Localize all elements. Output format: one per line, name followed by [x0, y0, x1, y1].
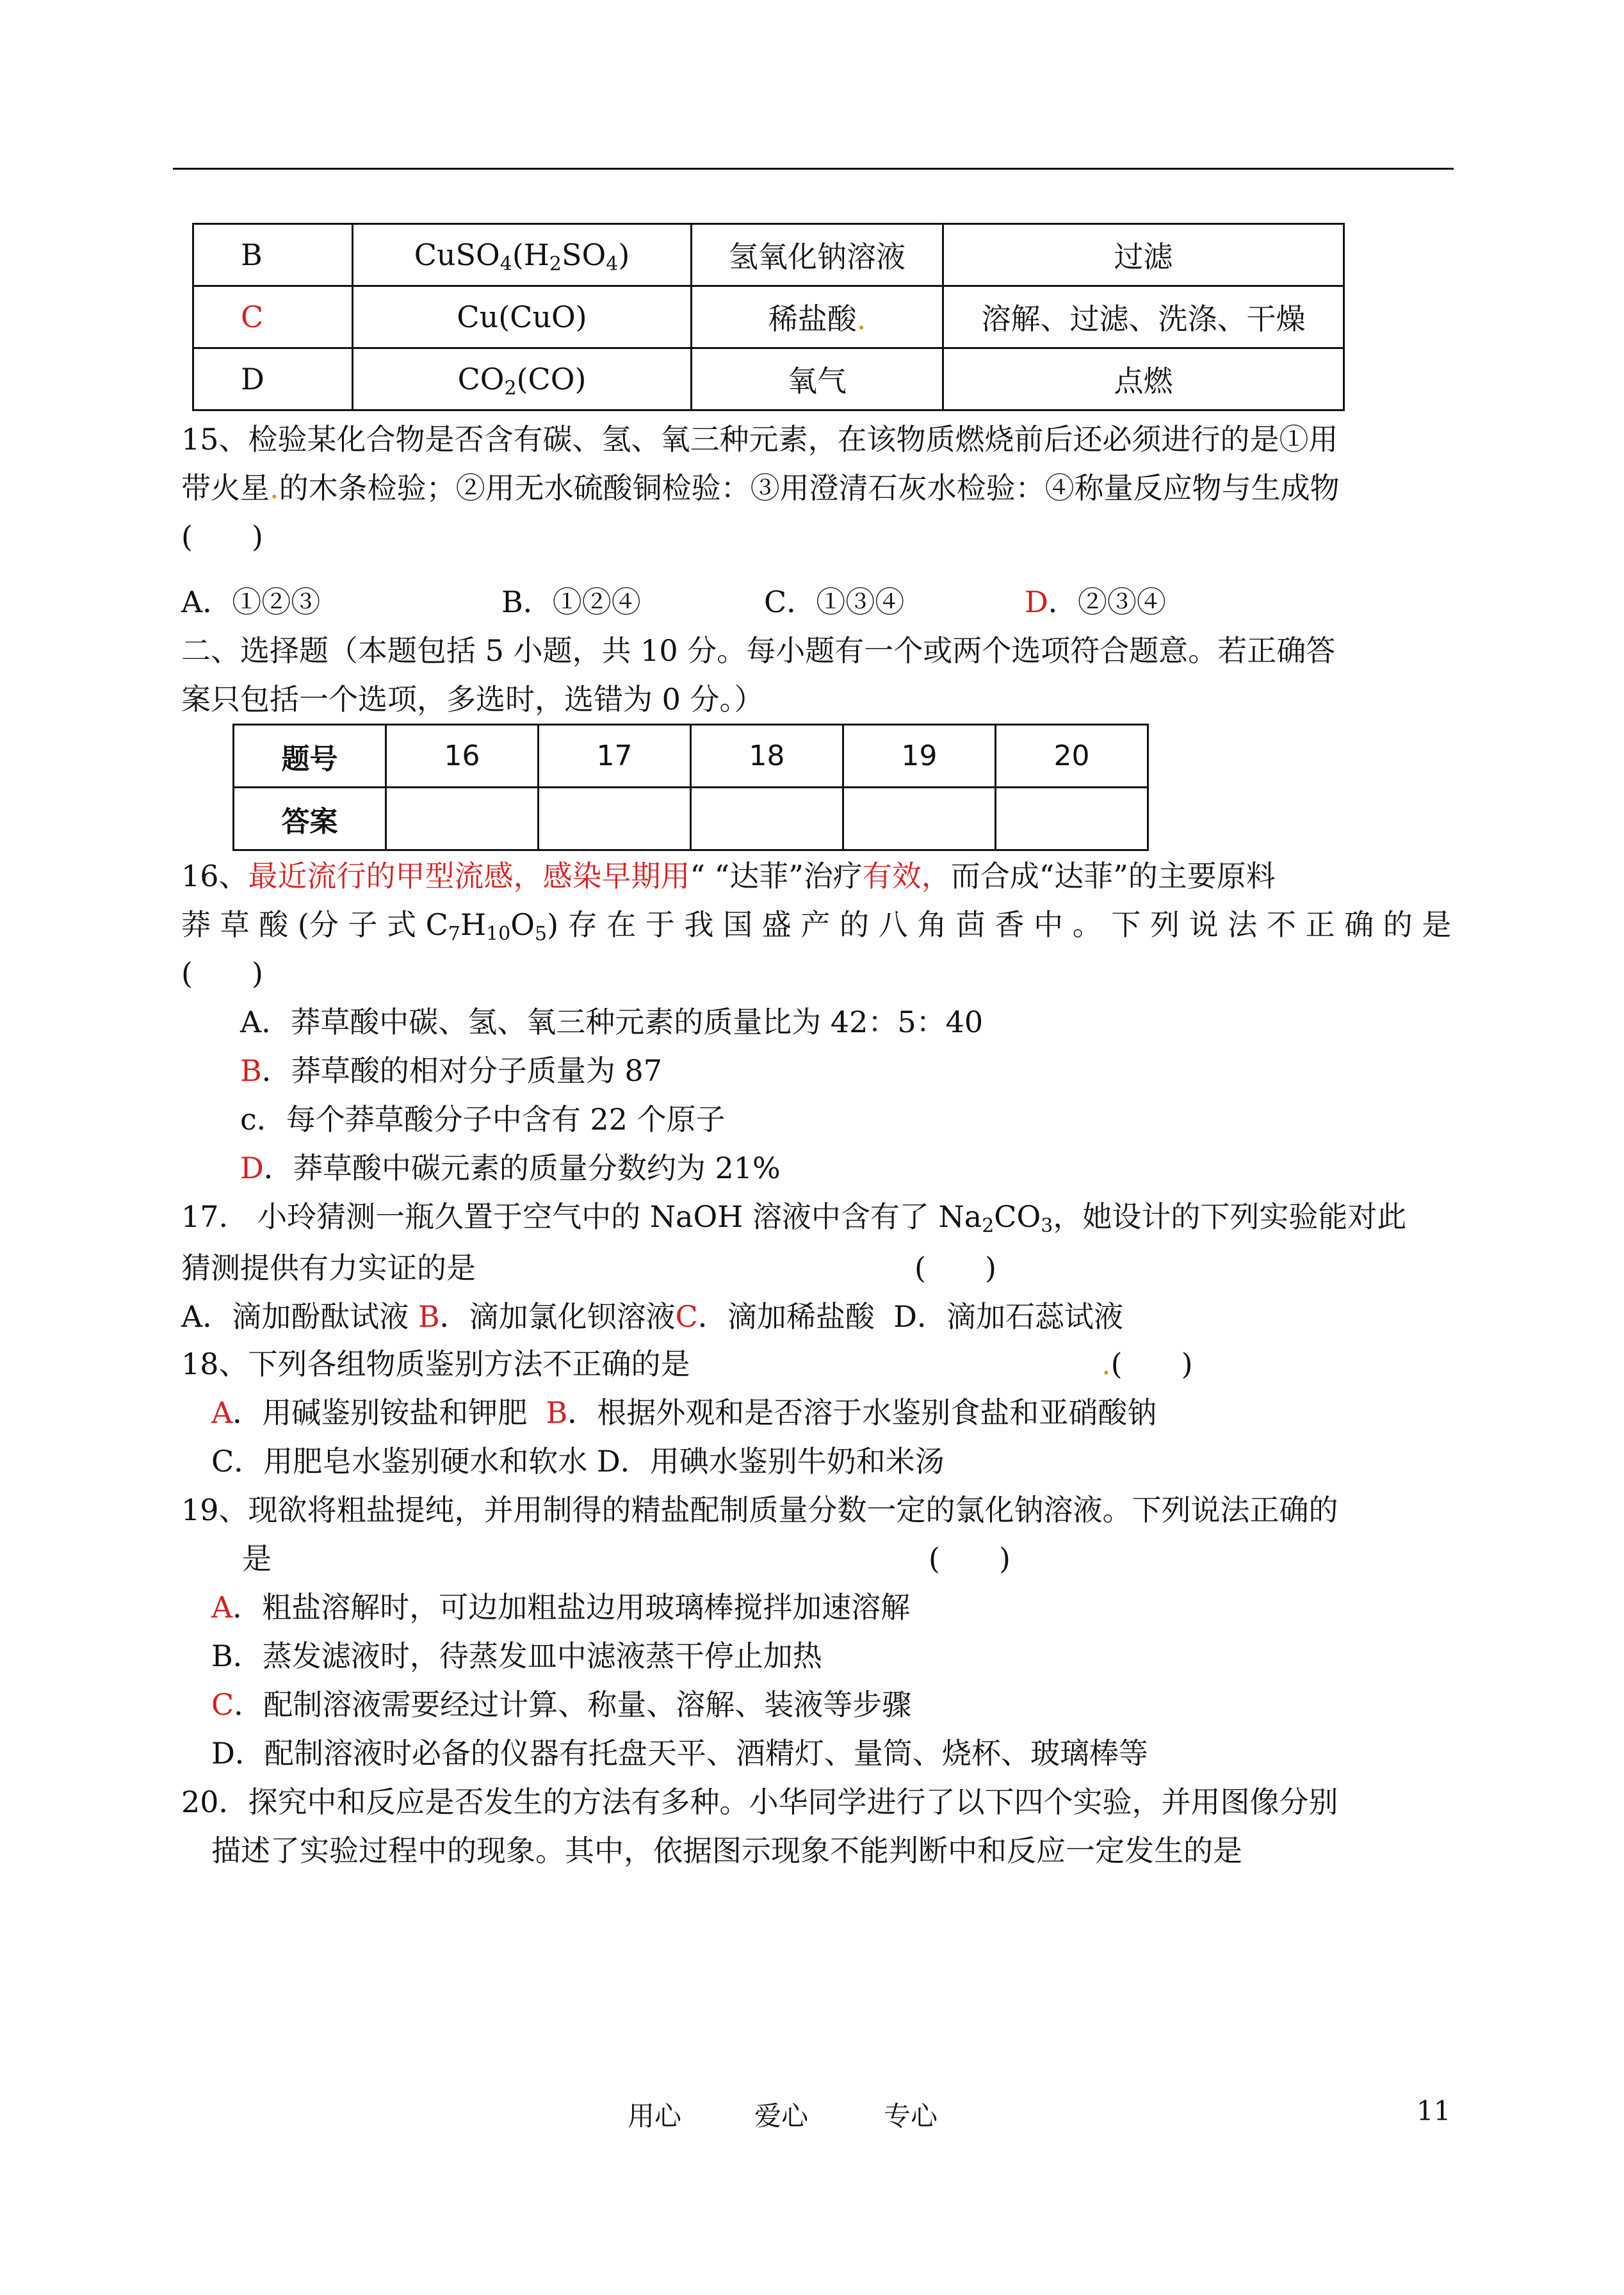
footer-motto-2: 爱心 [754, 2100, 809, 2132]
q15-option-a: A．①②③ [181, 585, 321, 619]
q19-option-d: D．配制溶液时必备的仪器有托盘天平、酒精灯、量筒、烧杯、玻璃棒等 [211, 1736, 1148, 1771]
q16-option-d: D．莽草酸中碳元素的质量分数约为 21% [240, 1151, 781, 1185]
q17-options: A．滴加酚酞试液 B．滴加氯化钡溶液C．滴加稀盐酸 D．滴加石蕊试液 [181, 1299, 1124, 1334]
number-header: 题号 [234, 725, 386, 788]
q17-paren: ( ) [914, 1251, 996, 1285]
method-cell: 溶解、过滤、洗涤、干燥 [943, 286, 1344, 348]
q17-stem-line1: 17. 小玲猜测一瓶久置于空气中的 NaOH 溶液中含有了 $Na_2CO_3$，她设计的下列实验能对此 [181, 1199, 1407, 1237]
table-row [234, 788, 1148, 850]
q16-stem-line2: 莽 草 酸 (分 子 式 $C_7H_{10}O_5$) 存 在 于 我 国 盛 产 的 八 角 茴 香 中 。 下 列 说 法 不 正 确 的 是 [181, 907, 1452, 945]
q18-paren: .( ) [1101, 1347, 1193, 1381]
separation-table [192, 223, 1345, 411]
row-label: B [193, 224, 353, 286]
q15-stem-line2: 带火星.的木条检验；②用无水硫酸铜检验：③用澄清石灰水检验：④称量反应物与生成物 [181, 471, 1340, 505]
question-number: 20 [996, 725, 1148, 788]
table-row [193, 224, 1344, 286]
header-rule [173, 168, 1454, 170]
q20-stem-line1: 20．探究中和反应是否发生的方法有多种。小华同学进行了以下四个实验，并用图像分别 [181, 1785, 1338, 1819]
table-row [193, 348, 1344, 410]
row-label: C [193, 286, 353, 348]
answer-cell[interactable] [539, 788, 691, 850]
answer-cell[interactable] [386, 788, 539, 850]
method-cell: 过滤 [943, 224, 1344, 286]
reagent-cell: 氧气 [692, 348, 943, 410]
q19-option-c: C．配制溶液需要经过计算、称量、溶解、装液等步骤 [211, 1687, 912, 1722]
q16-option-c: c．每个莽草酸分子中含有 22 个原子 [240, 1102, 726, 1137]
page-number: 11 [1417, 2095, 1451, 2127]
q15-paren: ( ) [181, 519, 263, 554]
q19-stem-line2: 是 [242, 1541, 272, 1576]
table-row [234, 725, 1148, 788]
reagent-cell: 氢氧化钠溶液 [692, 224, 943, 286]
footer-motto-1: 用心 [628, 2100, 682, 2132]
row-label: D [193, 348, 353, 410]
answer-header: 答案 [234, 788, 386, 850]
substance-cell: $CuSO_4(H_2SO_4)$ [353, 224, 692, 286]
q19-stem-line1: 19、现欲将粗盐提纯，并用制得的精盐配制质量分数一定的氯化钠溶液。下列说法正确的 [181, 1493, 1338, 1527]
q15-option-b: B．①②④ [501, 585, 641, 619]
q17-stem-line2: 猜测提供有力实证的是 [181, 1251, 476, 1285]
question-number: 17 [539, 725, 691, 788]
q15-option-d: D．②③④ [1025, 585, 1166, 619]
answer-table [232, 724, 1149, 851]
question-number: 18 [691, 725, 843, 788]
q16-paren: ( ) [181, 956, 263, 991]
method-cell: 点燃 [943, 348, 1344, 410]
question-number: 16 [386, 725, 539, 788]
substance-cell: Cu(CuO) [353, 286, 692, 348]
q19-option-b: B．蒸发滤液时，待蒸发皿中滤液蒸干停止加热 [211, 1639, 822, 1673]
q15-option-c: C．①③④ [764, 585, 905, 619]
section2-heading-line1: 二、选择题（本题包括 5 小题，共 10 分。每小题有一个或两个选项符合题意。若正确答 [181, 633, 1336, 668]
q15-stem-line1: 15、检验某化合物是否含有碳、氢、氧三种元素，在该物质燃烧前后还必须进行的是①用 [181, 422, 1338, 457]
answer-cell[interactable] [996, 788, 1148, 850]
answer-cell[interactable] [691, 788, 843, 850]
q20-stem-line2: 描述了实验过程中的现象。其中，依据图示现象不能判断中和反应一定发生的是 [211, 1833, 1242, 1868]
q16-option-a: A．莽草酸中碳、氢、氧三种元素的质量比为 42：5：40 [240, 1005, 984, 1039]
section2-heading-line2: 案只包括一个选项，多选时，选错为 0 分。） [181, 682, 764, 717]
answer-cell[interactable] [843, 788, 996, 850]
table-row [193, 286, 1344, 348]
q18-options-ab: A．用碱鉴别铵盐和钾肥 B．根据外观和是否溶于水鉴别食盐和亚硝酸钠 [211, 1395, 1157, 1430]
q18-stem: 18、下列各组物质鉴别方法不正确的是 [181, 1347, 690, 1381]
q19-option-a: A．粗盐溶解时，可边加粗盐边用玻璃棒搅拌加速溶解 [211, 1590, 911, 1625]
substance-cell: $CO_2(CO)$ [353, 348, 692, 410]
reagent-cell: 稀盐酸. [692, 286, 943, 348]
q16-option-b: B．莽草酸的相对分子质量为 87 [240, 1053, 662, 1088]
q19-paren: ( ) [929, 1541, 1011, 1576]
q18-options-cd: C．用肥皂水鉴别硬水和软水 D．用碘水鉴别牛奶和米汤 [211, 1444, 945, 1479]
question-number: 19 [843, 725, 996, 788]
q16-stem-line1: 16、最近流行的甲型流感，感染早期用“ “达菲”治疗有效，而合成“达菲”的主要原料 [181, 859, 1276, 893]
footer-motto-3: 专心 [884, 2100, 938, 2132]
